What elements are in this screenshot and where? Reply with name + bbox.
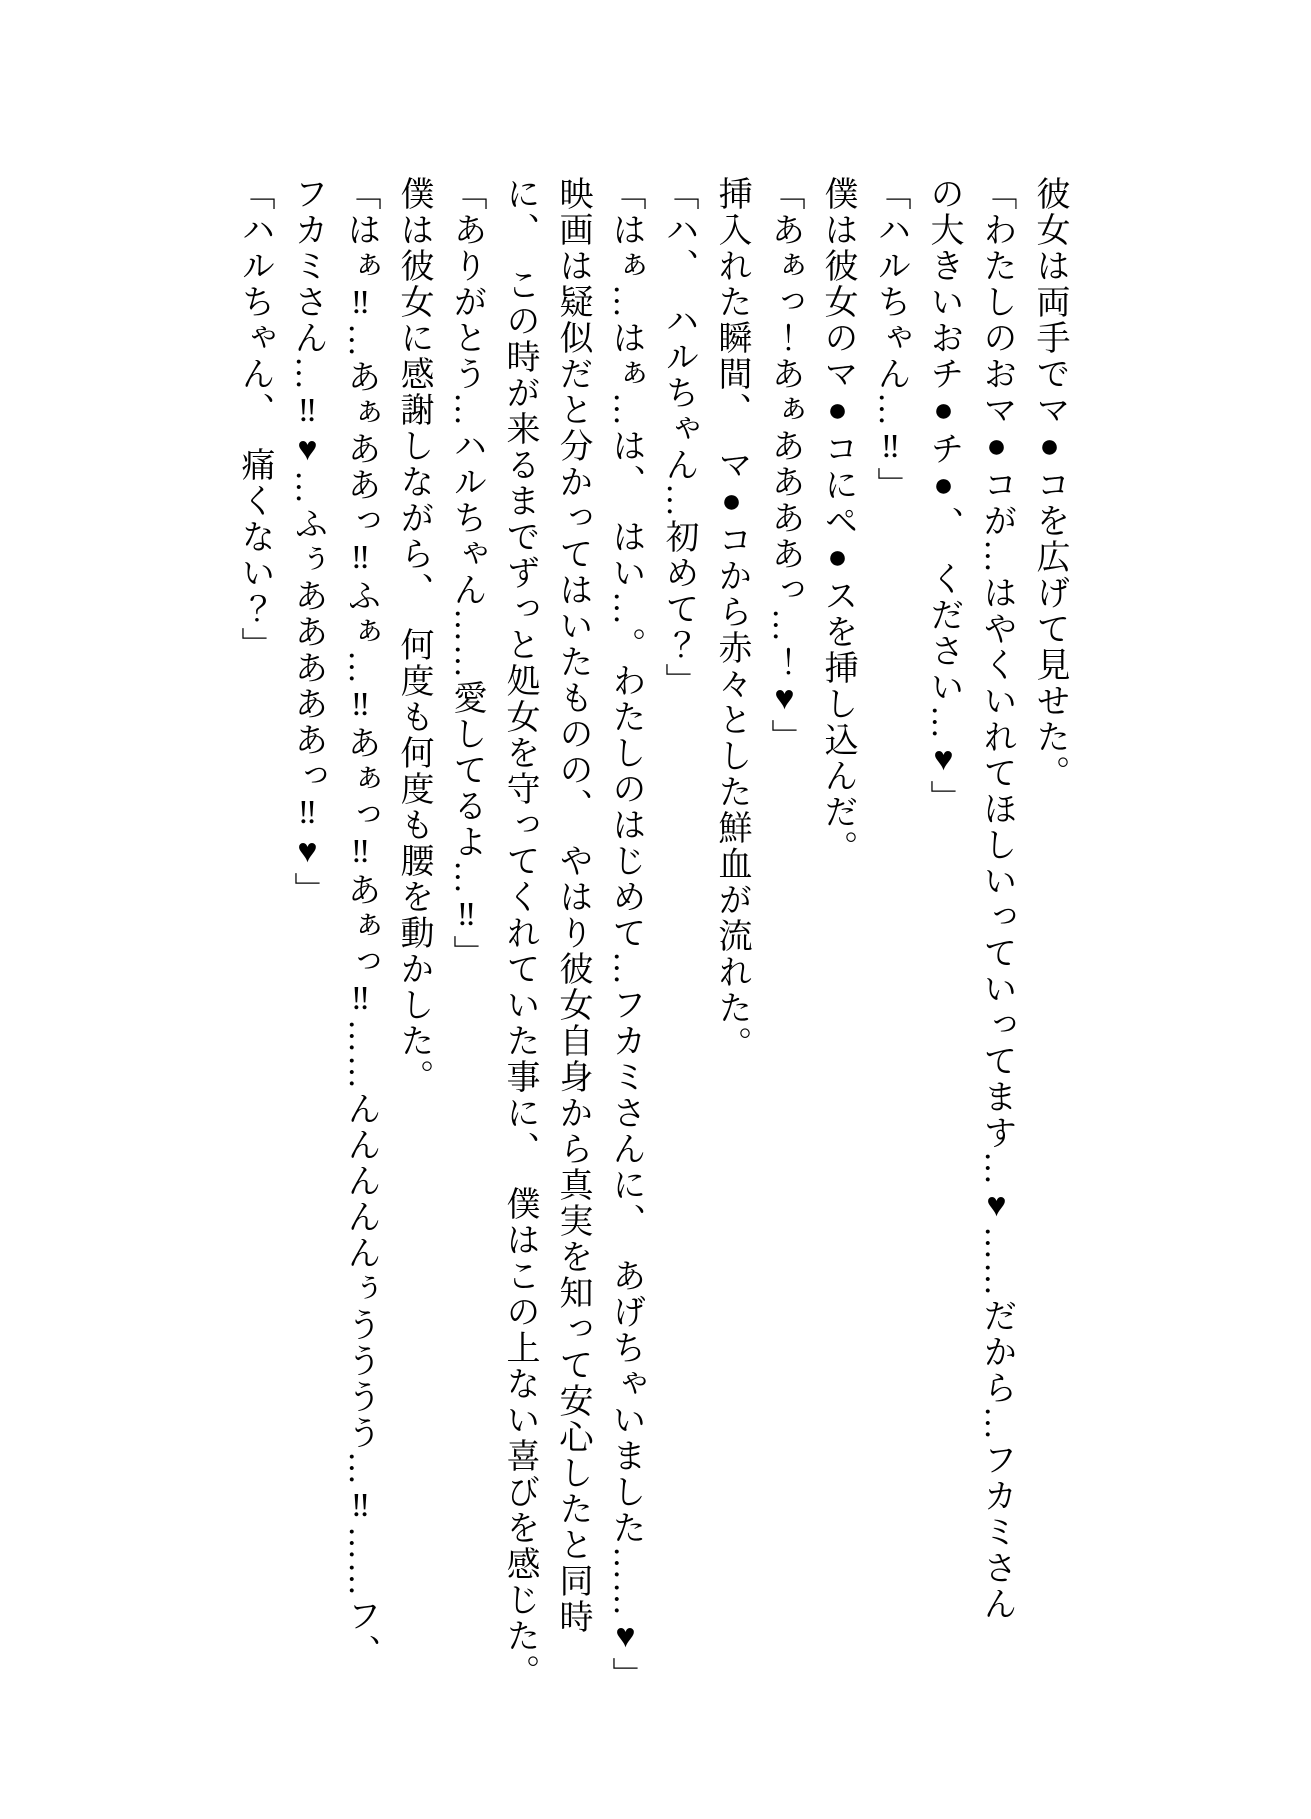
text-line-2: 「わたしのおマ●コが…はやくいれてほしいっていってます…♥……だから…フカミさん [978, 176, 1015, 1622]
text-line-7: 挿入れた瞬間、 マ●コから赤々とした鮮血が流れた。 [713, 176, 750, 1062]
text-line-15: フカミさん…‼♥…ふぅあああああっ‼♥」 [289, 176, 326, 908]
text-line-1: 彼女は両手でマ●コを広げて見せた。 [1031, 176, 1068, 791]
text-line-5: 僕は彼女のマ●コにペ●スを挿し込んだ。 [819, 176, 856, 866]
text-line-14: 「はぁ‼…あぁああっ‼ふぁ…‼あぁっ‼あぁっ‼……んんんんんぅうううう…‼……フ、 [342, 176, 379, 1670]
text-line-10: 映画は疑似だと分かってはいたものの、 やはり彼女自身から真実を知って安心したと同時 [554, 176, 591, 1635]
text-line-3: の大きいおチ●チ●、 ください…♥」 [925, 176, 962, 816]
text-line-9: 「はぁ…はぁ…は、 はい…。わたしのはじめて…フカミさんに、 あげちゃいました……♥」 [607, 176, 644, 1693]
text-line-6: 「あぁっ！あぁああああっ…！♥」 [766, 176, 803, 755]
text-line-13: 僕は彼女に感謝しながら、 何度も何度も腰を動かした。 [395, 176, 432, 1095]
text-line-8: 「ハ、 ハルちゃん…初めて？」 [660, 176, 697, 699]
text-line-11: に、 この時が来るまでずっと処女を守ってくれていた事に、 僕はこの上ない喜びを感じた。 [501, 176, 538, 1690]
text-line-16: 「ハルちゃん、 痛くない？」 [236, 176, 273, 663]
text-line-12: 「ありがとう…ハルちゃん……愛してるよ…‼」 [448, 176, 485, 971]
text-line-4: 「ハルちゃん…‼」 [872, 176, 909, 503]
vertical-text-block [228, 176, 1076, 1776]
